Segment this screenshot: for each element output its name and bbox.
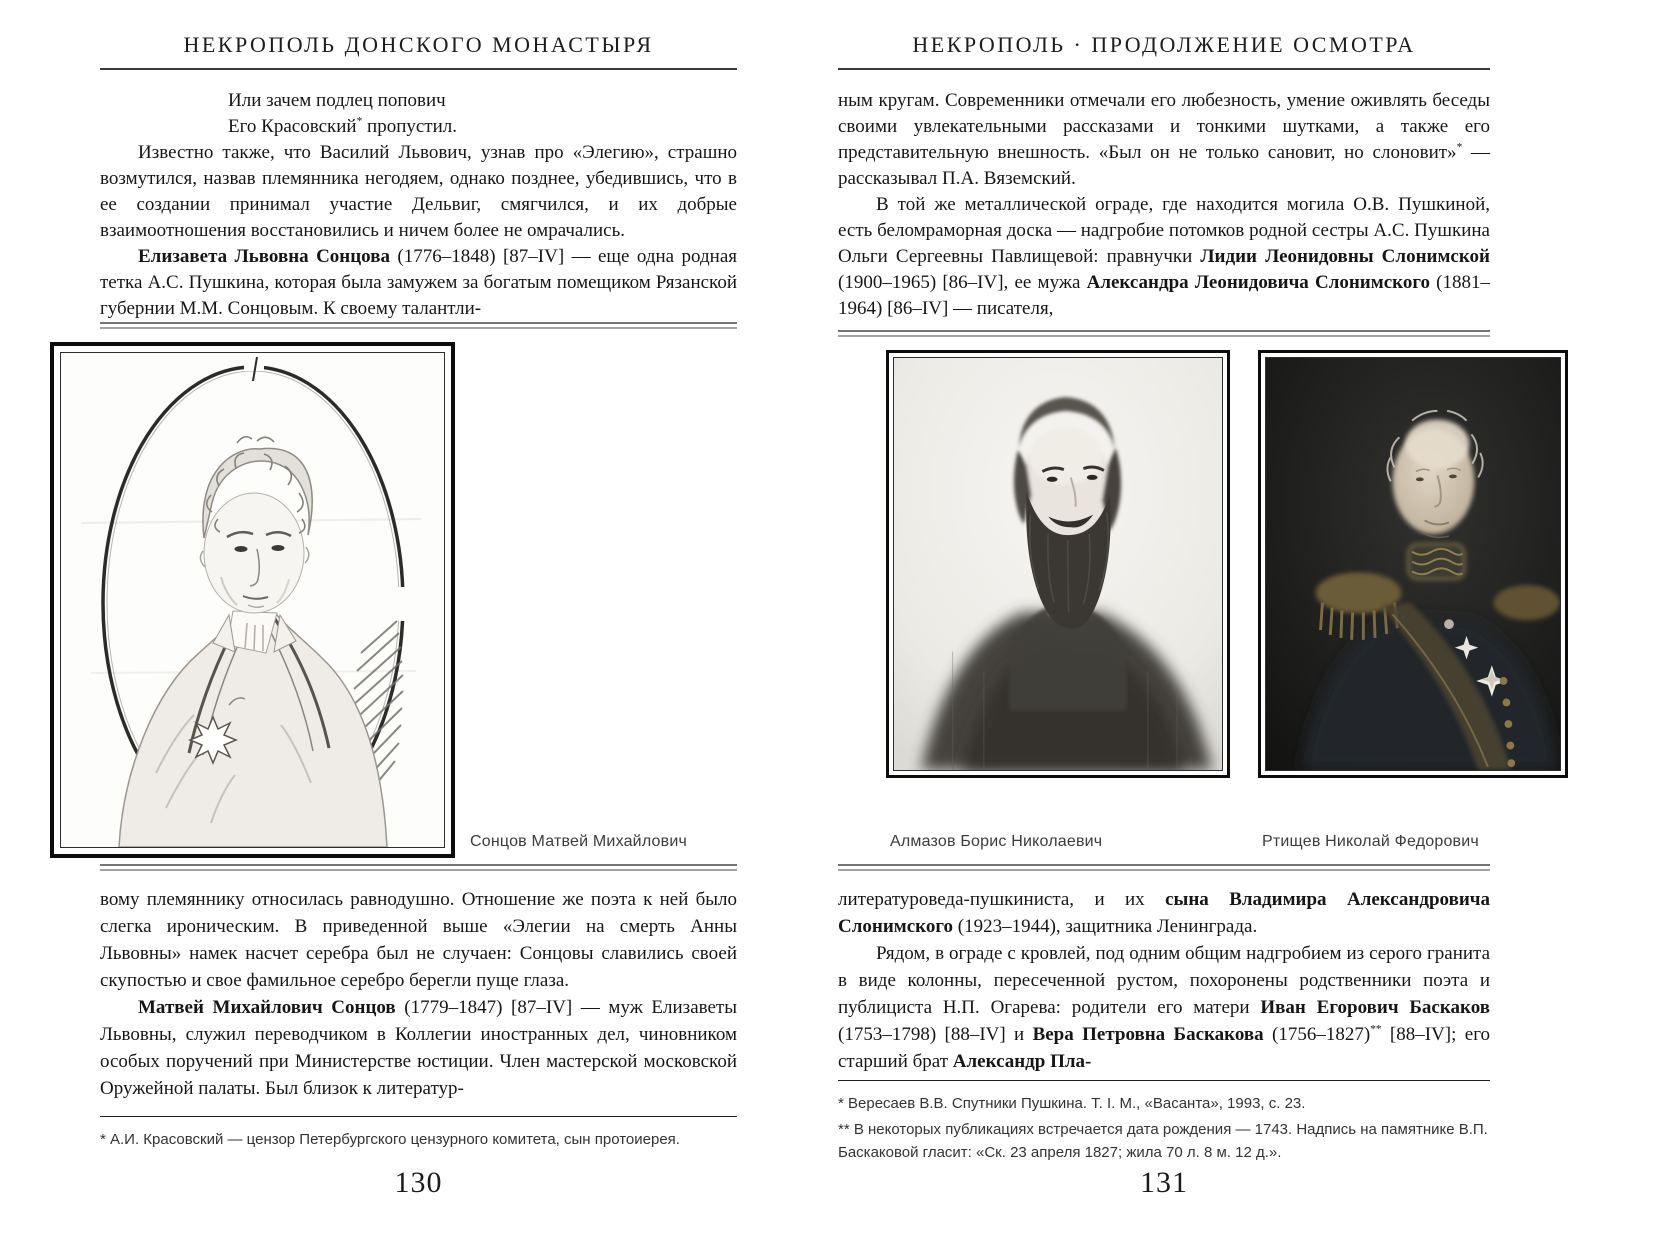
poem-line: Или зачем подлец попович	[228, 90, 446, 111]
separator-rule	[100, 864, 737, 871]
portrait-rtishchev-image	[1265, 357, 1561, 771]
paragraph: Елизавета Львовна Сонцова (1776–1848) [87–IV] — еще одна родная тетка А.С. Пушкина, которая была замужем за богатым помещиком Рязанской губернии М.М. Сонцовым. К своему талантли-	[100, 246, 737, 319]
portrait-frame-rtishchev	[1258, 350, 1568, 778]
portrait-almazov-image	[893, 357, 1223, 771]
portrait-frame-sontsov	[50, 342, 455, 858]
paragraph: В той же металлической ограде, где находится могила О.В. Пушкиной, есть беломраморная доска — надгробие потомков родной сестры А.С. Пушкина Ольги Сергеевны Павлищевой: правнучки Лидии Леонидовны Слонимской (1900–1965) [86–IV], ее мужа Александра Леонидовича Слонимского (1881–1964) [86–IV] — писателя,	[838, 194, 1491, 319]
footnote-text: * Вересаев В.В. Спутники Пушкина. Т. I. М., «Васанта», 1993, с. 23.	[838, 1095, 1306, 1112]
portrait-sontsov-image	[60, 352, 445, 848]
photo-caption-sontsov: Сонцов Матвей Михайлович	[470, 833, 688, 850]
photo-caption-almazov: Алмазов Борис Николаевич	[890, 833, 1103, 850]
footnote-text: ** В некоторых публикациях встречается дата рождения — 1743. Надпись на памятнике В.П. Баскаковой гласит: «Ск. 23 апреля 1827; жила 70 л. 8 м. 12 д.».	[838, 1121, 1488, 1161]
paragraph: Матвей Михайлович Сонцов (1779–1847) [87–IV] — муж Елизаветы Львовны, служил переводчиком в Коллегии иностранных дел, чиновником особых поручений при Министерстве юстиции. Член мастерской московской Оружейной палаты. Был близок к литератур-	[100, 997, 737, 1099]
right-lower-textblock	[838, 886, 1490, 1075]
running-head-left: НЕКРОПОЛЬ ДОНСКОГО МОНАСТЫРЯ	[183, 32, 654, 57]
photo-caption-rtishchev: Ртищев Николай Федорович	[1262, 833, 1479, 850]
paragraph: Известно также, что Василий Львович, узнав про «Элегию», страшно возмутился, назвав племянника негодяем, однако позднее, убедившись, что в ее создании принимал участие Дельвиг, смягчился, и их добрые взаимоотношения восстановились и ничем более не омрачались.	[100, 142, 737, 241]
paragraph: ным кругам. Современники отмечали его любезность, умение оживлять беседы своими увлекательными рассказами и тонкими шутками, а также его представительную внешность. «Был он не только сановит, но слоновит»* — рассказывал П.А. Вяземский.	[838, 90, 1491, 189]
portrait-frame-almazov	[886, 350, 1230, 778]
footnote-text: * А.И. Красовский — цензор Петербургского цензурного комитета, сын протоиерея.	[100, 1131, 680, 1148]
footnote	[100, 1128, 737, 1154]
paragraph: литературоведа-пушкиниста, и их сына Владимира Александровича Слонимского (1923–1944), защитника Ленинграда.	[838, 889, 1490, 937]
page-number-left: 130	[394, 1166, 443, 1199]
paragraph: Рядом, в ограде с кровлей, под одним общим надгробием из серого гранита в виде колонны, пересеченной рустом, похоронены родственники поэта и публициста Н.П. Огарева: родители его матери Иван Егорович Баскаков (1753–1798) [88–IV] и Вера Петровна Баскакова (1756–1827)** [88–IV]; его старший брат Александр Пла-	[838, 943, 1491, 1072]
poem-line: Его Красовский* пропустил.	[228, 115, 458, 137]
left-upper-textblock	[100, 88, 737, 322]
running-head-rule-left	[100, 68, 737, 70]
footnote-rule	[838, 1080, 1490, 1081]
paragraph: вому племяннику относилась равнодушно. Отношение же поэта к ней было слегка ироническим. В приведенной выше «Элегии на смерть Анны Львовны» намек насчет серебра был не случаен: Сонцовы славились своей скупостью и свое фамильное серебро берегли пуще глаза.	[100, 889, 737, 991]
running-head-right: НЕКРОПОЛЬ · ПРОДОЛЖЕНИЕ ОСМОТРА	[912, 32, 1416, 57]
separator-rule	[838, 864, 1490, 871]
running-head-rule-right	[838, 68, 1490, 70]
separator-rule	[100, 322, 737, 329]
left-lower-textblock	[100, 886, 737, 1102]
right-upper-textblock	[838, 88, 1490, 322]
page-number-right: 131	[1140, 1166, 1188, 1199]
footnote-rule	[100, 1116, 737, 1117]
footnote	[838, 1092, 1490, 1167]
separator-rule	[838, 330, 1490, 337]
